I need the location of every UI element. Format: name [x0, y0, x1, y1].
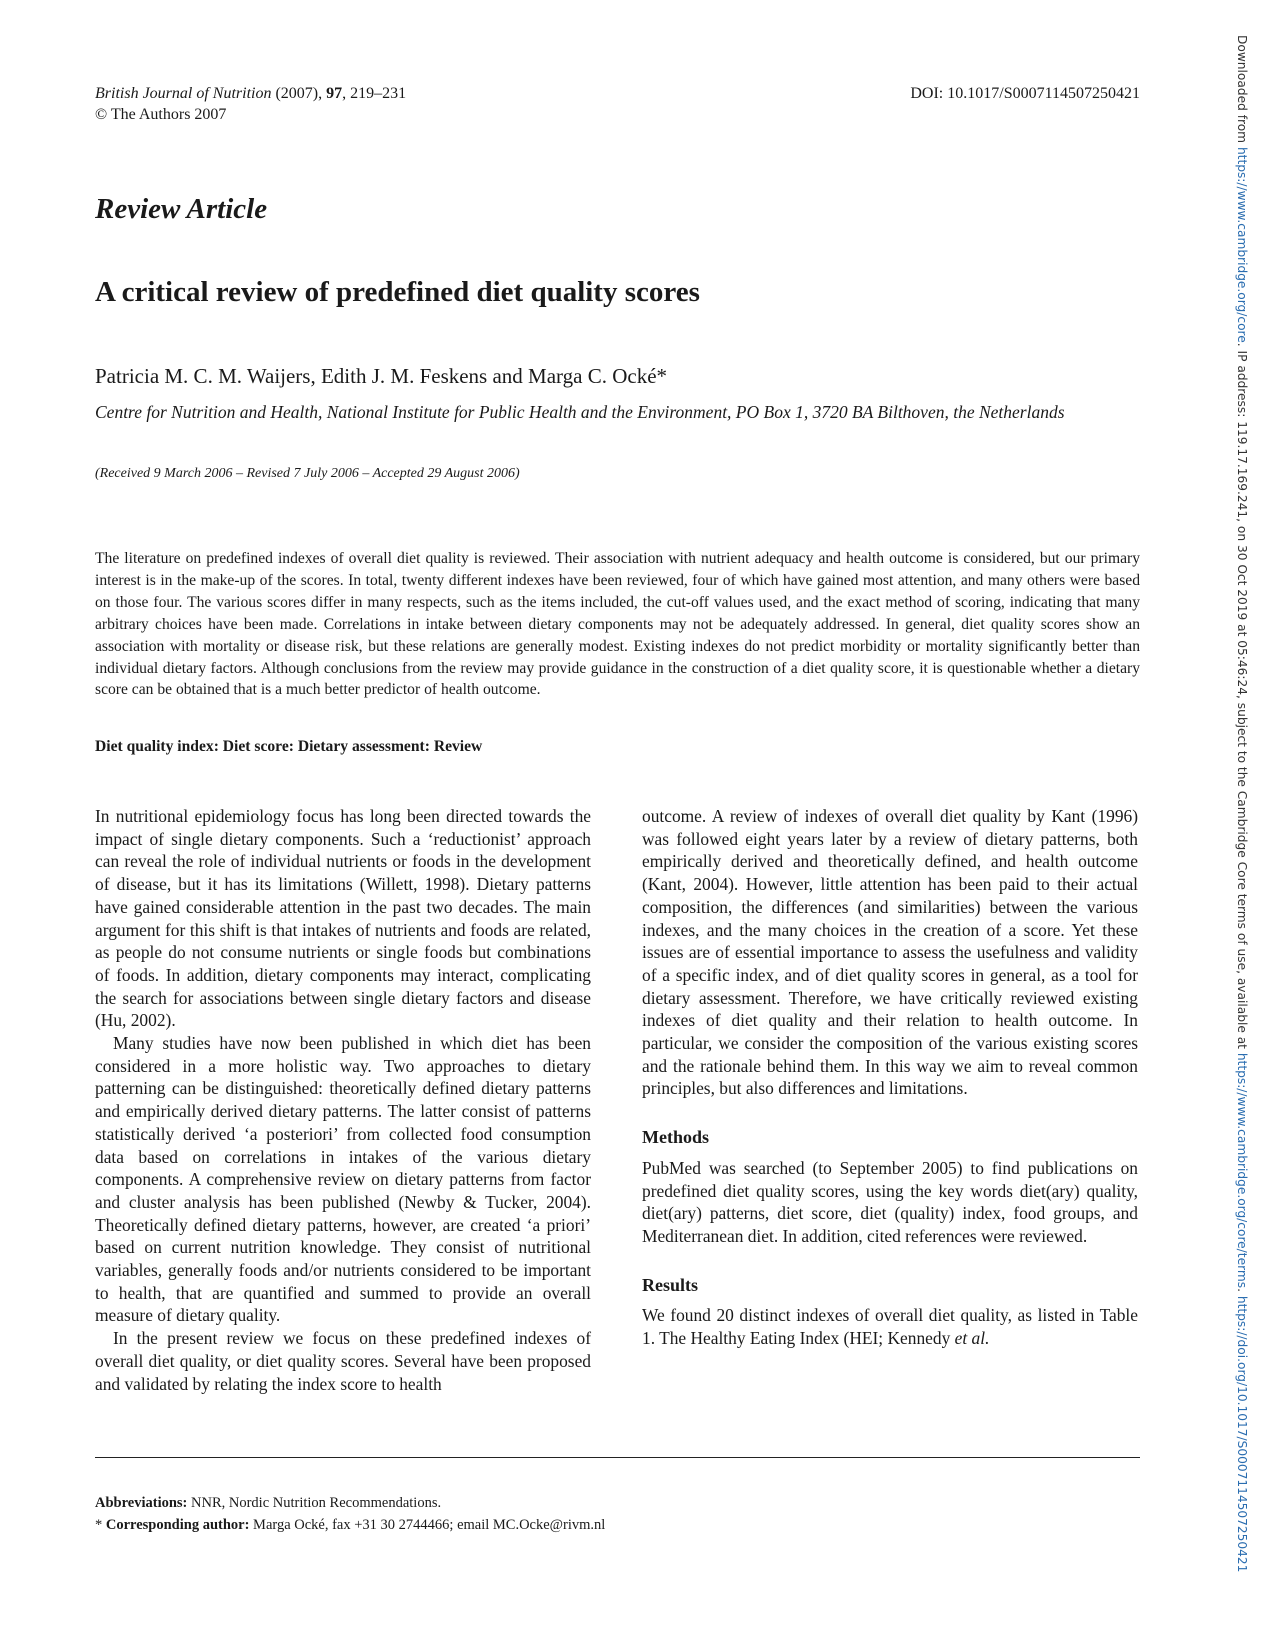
article-title: A critical review of predefined diet quality scores [95, 276, 700, 308]
copyright: © The Authors 2007 [95, 106, 227, 123]
footnote-divider [95, 1457, 1140, 1458]
corresponding-author-footnote [95, 1515, 605, 1535]
paragraph: In nutritional epidemiology focus has long been directed towards the impact of single dietary components. Such a ‘reductionist’ approach can reveal the role of individual nutrients or foods in the development of disease, but it has its limitations (Willett, 1998). Dietary patterns have gained considerable attention in the past two decades. The main argument for this shift is that intakes of nutrients and foods are related, as people do not consume nutrients or single foods but combinations of foods. In addition, dietary components may interact, complicating the search for associations between single dietary factors and disease (Hu, 2002). [95, 806, 591, 1031]
doi: DOI: 10.1017/S0007114507250421 [910, 85, 1140, 102]
journal-citation [95, 83, 406, 105]
section-heading-results: Results [642, 1274, 699, 1295]
abbrev-text: NNR, Nordic Nutrition Recommendations. [191, 1495, 442, 1511]
corr-star: * [95, 1517, 103, 1533]
corr-label: Corresponding author: [105, 1517, 250, 1533]
download-middle: . IP address: 119.17.169.241, on 30 Oct 2019 at 05:46:24, subject to the Cambridge Core terms of use, available at [1235, 342, 1249, 1053]
journal-pages: , 219–231 [342, 85, 407, 102]
abbrev-label: Abbreviations: [95, 1495, 188, 1511]
journal-volume: 97 [326, 85, 343, 102]
journal-name: British Journal of Nutrition [95, 85, 272, 102]
paragraph: Many studies have now been published in which diet has been considered in a more holistic way. Two approaches to dietary patterning can be distinguished: theoretically defined dietary patterns and empirically derived dietary patterns. The latter consist of patterns statistically derived ‘a posteriori’ from collected food consumption data based on correlations in intakes of the various dietary components. A comprehensive review on dietary patterns from factor and cluster analysis has been published (Newby & Tucker, 2004). Theoretically defined dietary patterns, however, are created ‘a priori’ based on current nutrition knowledge. They consist of nutritional variables, generally foods and/or nutrients considered to be important to health, that are quantified and summed to provide an overall measure of dietary quality. [95, 1033, 591, 1326]
received-dates: (Received 9 March 2006 – Revised 7 July 2006 – Accepted 29 August 2006) [95, 466, 520, 481]
paragraph: In the present review we focus on these predefined indexes of overall diet quality, or diet quality scores. Several have been proposed and validated by relating the index score to health [95, 1328, 591, 1394]
keywords: Diet quality index: Diet score: Dietary assessment: Review [95, 738, 483, 755]
body-right-column [642, 805, 1138, 1350]
journal-year: (2007), [275, 85, 323, 102]
body-left-column [95, 805, 591, 1395]
doi-link[interactable]: https://doi.org/10.1017/S0007114507250421 [1235, 1295, 1249, 1573]
download-notice [1235, 35, 1253, 1573]
abbreviations-footnote [95, 1493, 441, 1513]
download-sep: . [1235, 1288, 1249, 1296]
terms-link[interactable]: https://www.cambridge.org/core/terms [1235, 1052, 1249, 1289]
download-prefix: Downloaded from [1235, 35, 1249, 147]
affiliation: Centre for Nutrition and Health, National Institute for Public Health and the Environment, PO Box 1, 3720 BA Bilthoven, the Netherlands [95, 402, 1065, 422]
section-heading-methods: Methods [642, 1127, 709, 1148]
results-text: We found 20 distinct indexes of overall diet quality, as listed in Table 1. The Healthy Eating Index (HEI; Kennedy [642, 1305, 1138, 1349]
paragraph: outcome. A review of indexes of overall diet quality by Kant (1996) was followed eight years later by a review of dietary patterns, both empirically derived and theoretically defined, and health outcome (Kant, 2004). However, little attention has been paid to their actual composition, the differences (and similarities) between the various indexes, and the many choices in the creation of a score. Yet these issues are of essential importance to assess the usefulness and validity of a specific index, and of diet quality scores in general, as a tool for dietary assessment. Therefore, we have critically reviewed existing indexes of diet quality and their relation to health outcome. In particular, we consider the composition of the various existing scores and the rationale behind them. In this way we aim to reveal common principles, but also differences and limitations. [642, 806, 1138, 1099]
article-type: Review Article [95, 193, 268, 225]
methods-paragraph: PubMed was searched (to September 2005) to find publications on predefined diet quality scores, using the key words diet(ary) quality, diet(ary) patterns, diet score, diet (quality) index, food groups, and Mediterranean diet. In addition, cited references were reviewed. [642, 1157, 1138, 1246]
results-paragraph [642, 1304, 1138, 1349]
abstract: The literature on predefined indexes of overall diet quality is reviewed. Their association with nutrient adequacy and health outcome is considered, but our primary interest is in the make-up of the scores. In total, twenty different indexes have been reviewed, four of which have gained most attention, and many others were based on those four. The various scores differ in many respects, such as the items included, the cut-off values used, and the exact method of scoring, indicating that many arbitrary choices have been made. Correlations in intake between dietary components may not be adequately addressed. In general, diet quality scores show an association with mortality or disease risk, but these relations are generally modest. Existing indexes do not predict morbidity or mortality significantly better than individual dietary factors. Although conclusions from the review may provide guidance in the construction of a diet quality score, it is questionable whether a dietary score can be obtained that is a much better predictor of health outcome. [95, 550, 1140, 699]
results-et-al: et al. [954, 1328, 990, 1349]
authors: Patricia M. C. M. Waijers, Edith J. M. Feskens and Marga C. Ocké* [95, 364, 668, 388]
cambridge-core-link[interactable]: https://www.cambridge.org/core [1235, 146, 1249, 343]
corr-text: Marga Ocké, fax +31 30 2744466; email MC.Ocke@rivm.nl [253, 1517, 606, 1533]
